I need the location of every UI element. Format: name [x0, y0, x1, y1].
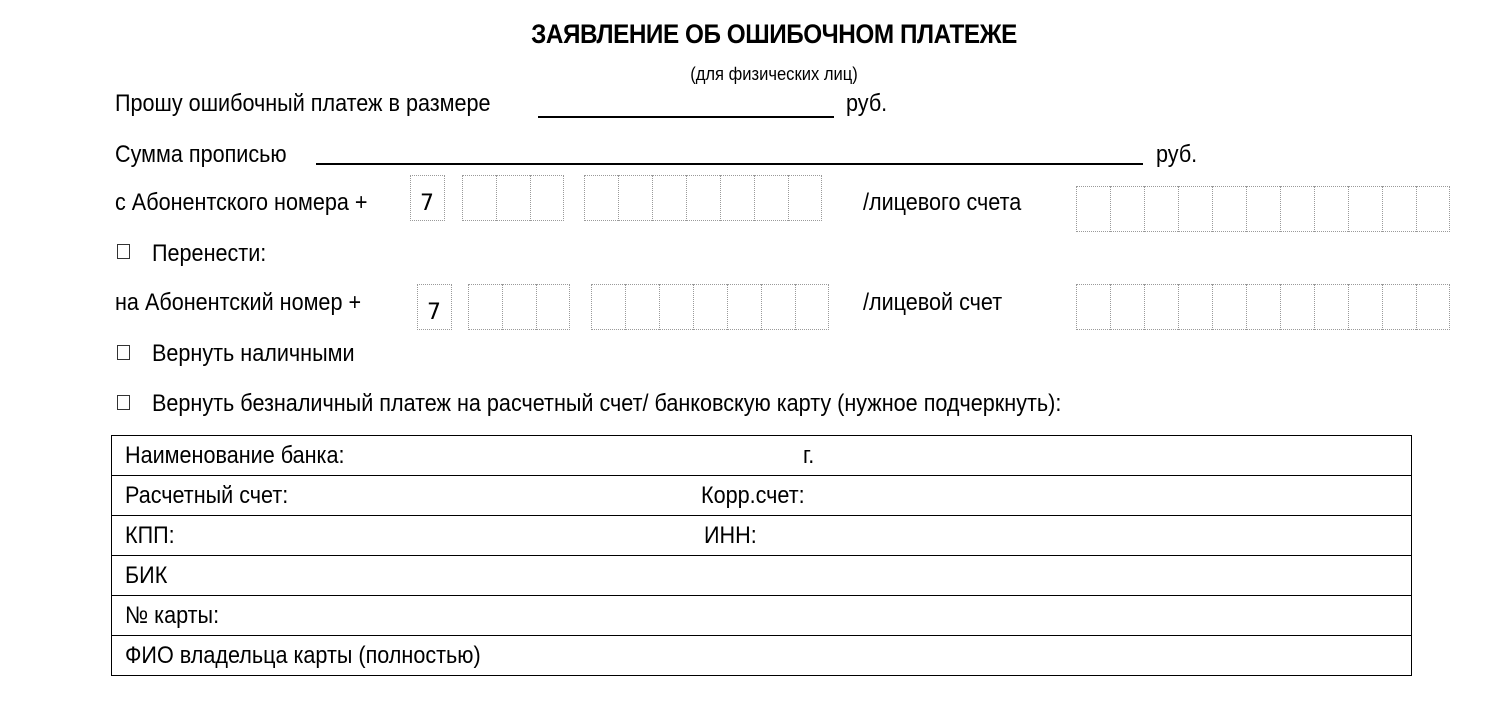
bank-name-label: Наименование банка: [125, 441, 345, 469]
kpp-inn-cell[interactable] [112, 516, 1412, 556]
table-row [112, 596, 1412, 636]
amount-words-field[interactable] [316, 163, 1143, 165]
amount-words-currency: руб. [1156, 141, 1198, 168]
card-holder-cell[interactable] [112, 636, 1412, 676]
table-row [112, 556, 1412, 596]
transfer-checkbox[interactable] [117, 244, 130, 259]
from-phone-prefix-digit: 7 [420, 191, 434, 216]
cash-return-label: Вернуть наличными [152, 340, 355, 367]
table-row [112, 476, 1412, 516]
form-title: ЗАЯВЛЕНИЕ ОБ ОШИБОЧНОМ ПЛАТЕЖЕ [531, 19, 1017, 49]
bank-city-label: г. [803, 441, 815, 469]
to-phone-code-cells[interactable] [468, 284, 570, 330]
to-phone-prefix [417, 284, 452, 330]
inn-label: ИНН: [704, 521, 757, 549]
to-phone-number-cells[interactable] [591, 284, 829, 330]
amount-currency: руб. [846, 90, 888, 117]
to-number-label: на Абонентский номер + [115, 289, 362, 316]
table-row [112, 436, 1412, 476]
to-phone-prefix-cell [417, 284, 452, 330]
card-number-label: № карты: [125, 601, 220, 629]
kpp-label: КПП: [125, 521, 175, 549]
to-phone-prefix-digit: 7 [427, 300, 441, 325]
from-phone-code-cells[interactable] [462, 175, 564, 221]
bik-cell[interactable] [112, 556, 1412, 596]
bank-details-table [111, 435, 1412, 676]
from-phone-number-cells[interactable] [584, 175, 822, 221]
settlement-account-label: Расчетный счет: [125, 481, 289, 509]
transfer-label: Перенести: [152, 240, 267, 267]
to-account-label: /лицевой счет [863, 289, 1003, 316]
account-cell[interactable] [112, 476, 1412, 516]
form-subtitle: (для физических лиц) [690, 64, 858, 84]
from-number-label: с Абонентского номера + [115, 189, 368, 216]
bank-name-cell[interactable] [112, 436, 1412, 476]
to-account-cells[interactable] [1076, 284, 1450, 330]
cash-return-checkbox[interactable] [117, 345, 130, 360]
card-number-cell[interactable] [112, 596, 1412, 636]
amount-words-label: Сумма прописью [115, 141, 287, 168]
noncash-return-label: Вернуть безналичный платеж на расчетный счет/ банковскую карту (нужное подчеркнуть): [152, 390, 1062, 417]
amount-label: Прошу ошибочный платеж в размере [115, 90, 491, 117]
from-account-cells[interactable] [1076, 186, 1450, 232]
table-row [112, 516, 1412, 556]
bik-label: БИК [125, 561, 168, 589]
table-row [112, 636, 1412, 676]
from-account-label: /лицевого счета [863, 189, 1022, 216]
from-phone-prefix-cell [410, 175, 445, 221]
from-phone-prefix [410, 175, 445, 221]
card-holder-label: ФИО владельца карты (полностью) [125, 641, 481, 669]
noncash-return-checkbox[interactable] [117, 395, 130, 410]
corr-account-label: Корр.счет: [701, 481, 805, 509]
amount-field[interactable] [538, 116, 834, 118]
